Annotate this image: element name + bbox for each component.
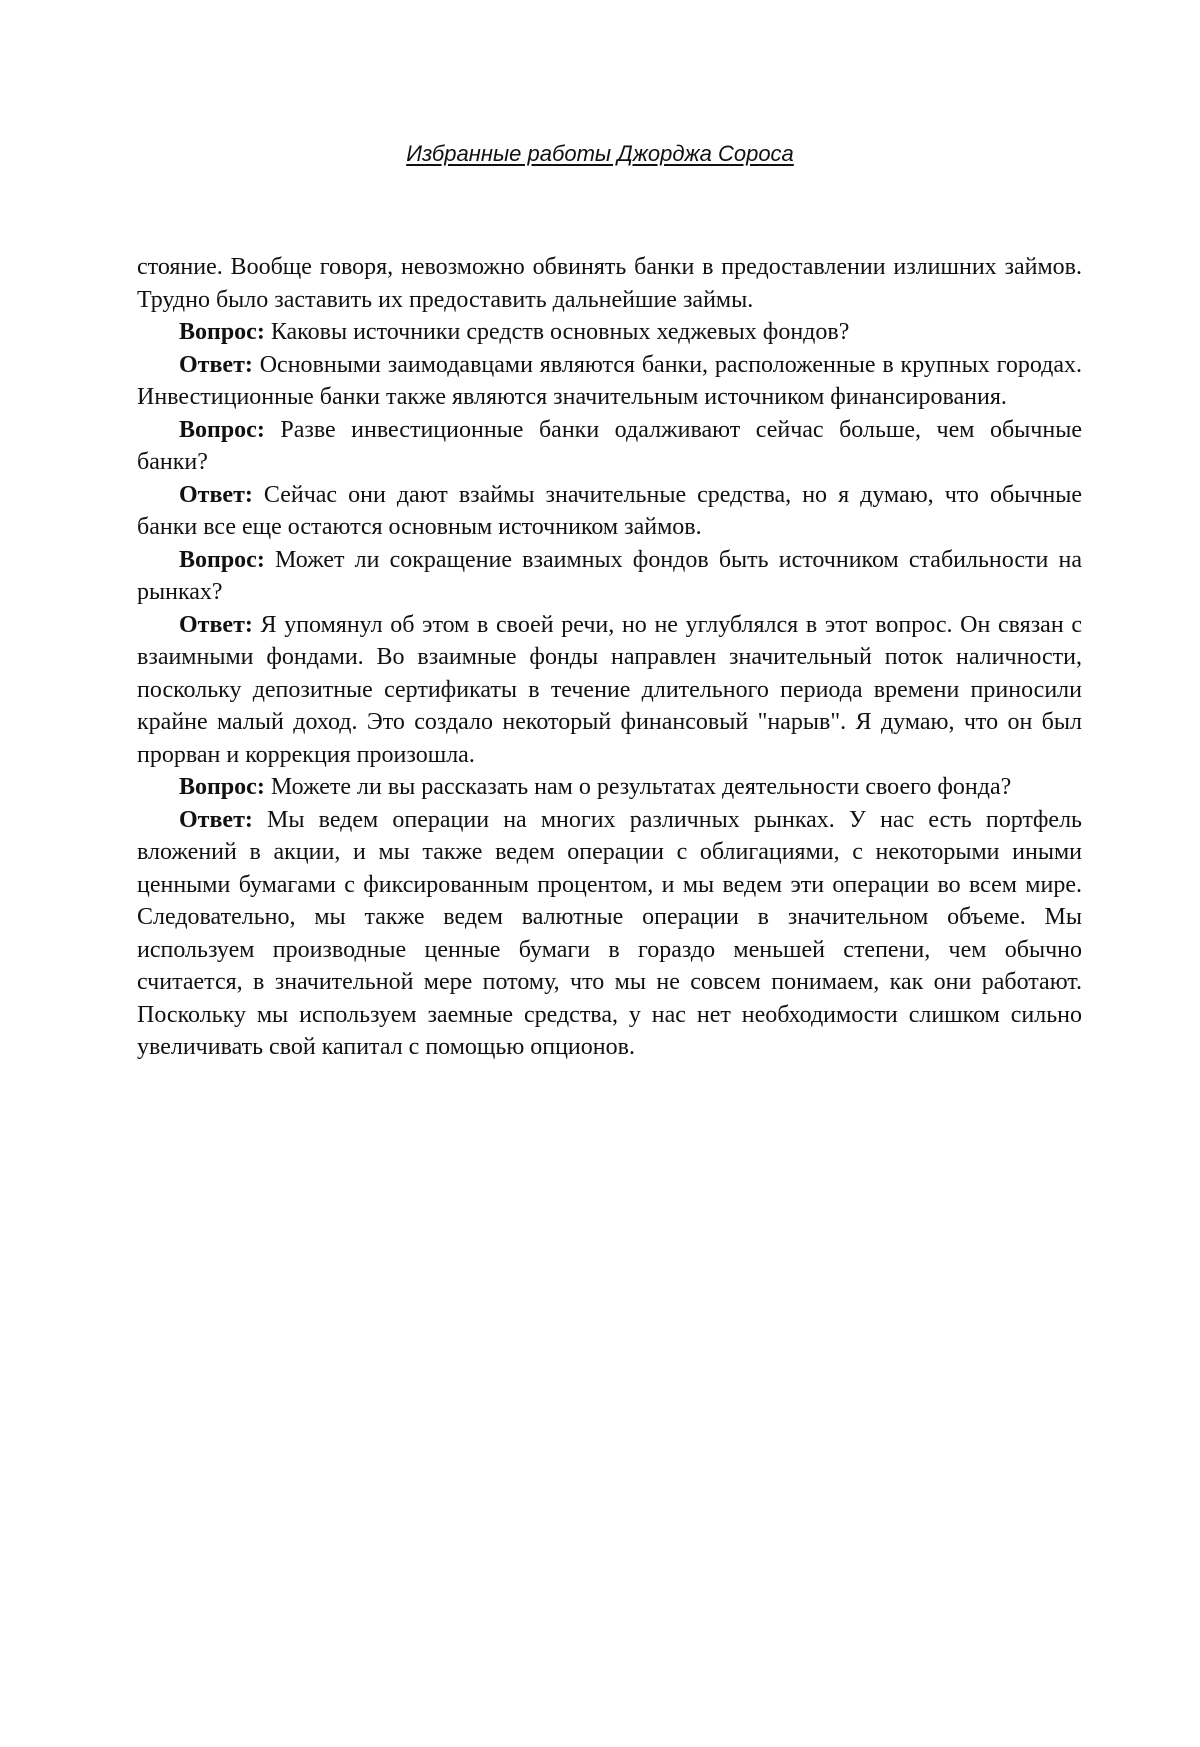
answer-paragraph <box>137 804 1082 1064</box>
question-text: Можете ли вы рассказать нам о результатах деятельности своего фонда? <box>264 774 1012 800</box>
answer-paragraph <box>137 479 1082 544</box>
question-label: Вопрос: <box>179 319 265 345</box>
body-text <box>137 251 1082 1064</box>
question-label: Вопрос: <box>179 546 265 573</box>
answer-text: Мы ведем операции на многих различных рынках. У нас есть портфель вложений в акции, и мы также ведем операции с облигациями, с некоторыми иными ценными бумагами с фиксированным процентом, и мы ведем эти операции во всем мире. Следовательно, мы также ведем валютные операции в значительном объеме. Мы используем производные ценные бумаги в гораздо меньшей степени, чем обычно считается, в значительной мере потому, что мы не совсем понимаем, как они работают. Поскольку мы используем заемные средства, у нас нет необходимости слишком сильно увеличивать свой капитал с помощью опционов. <box>137 806 1082 1060</box>
answer-text: Я упомянул об этом в своей речи, но не углублялся в этот вопрос. Он связан с взаимными фондами. Во взаимные фонды направлен значительный поток наличности, поскольку депозитные сертификаты в течение длительного периода времени приносили крайне малый доход. Это создало некоторый финансовый "нарыв". Я думаю, что он был прорван и коррекция произошла. <box>137 611 1082 768</box>
answer-text: Сейчас они дают взаймы значительные средства, но я думаю, что обычные банки все еще остаются основным источником займов. <box>137 481 1082 540</box>
question-text: Каковы источники средств основных хеджевых фондов? <box>264 319 850 345</box>
paragraph-continuation <box>137 251 1082 316</box>
question-text: Разве инвестиционные банки одалживают сейчас больше, чем обычные банки? <box>137 416 1082 475</box>
answer-paragraph <box>137 349 1082 414</box>
question-text: Может ли сокращение взаимных фондов быть источником стабильности на рынках? <box>137 546 1082 605</box>
question-paragraph <box>137 544 1082 609</box>
question-label: Вопрос: <box>179 774 265 800</box>
question-paragraph <box>137 414 1082 479</box>
question-paragraph <box>137 771 1082 804</box>
question-paragraph <box>137 316 1082 349</box>
answer-label: Ответ: <box>179 481 253 508</box>
answer-label: Ответ: <box>179 351 253 378</box>
answer-paragraph <box>137 609 1082 772</box>
question-label: Вопрос: <box>179 416 265 443</box>
answer-label: Ответ: <box>179 806 253 833</box>
paragraph-text: стояние. Вообще говоря, невозможно обвинять банки в предоставлении излишних займов. Трудно было заставить их предоставить дальнейшие займы. <box>137 254 1082 313</box>
running-header: Избранные работы Джорджа Сороса <box>406 141 794 166</box>
answer-label: Ответ: <box>179 611 253 638</box>
answer-text: Основными заимодавцами являются банки, расположенные в крупных городах. Инвестиционные банки также являются значительным источником финансирования. <box>137 351 1082 410</box>
